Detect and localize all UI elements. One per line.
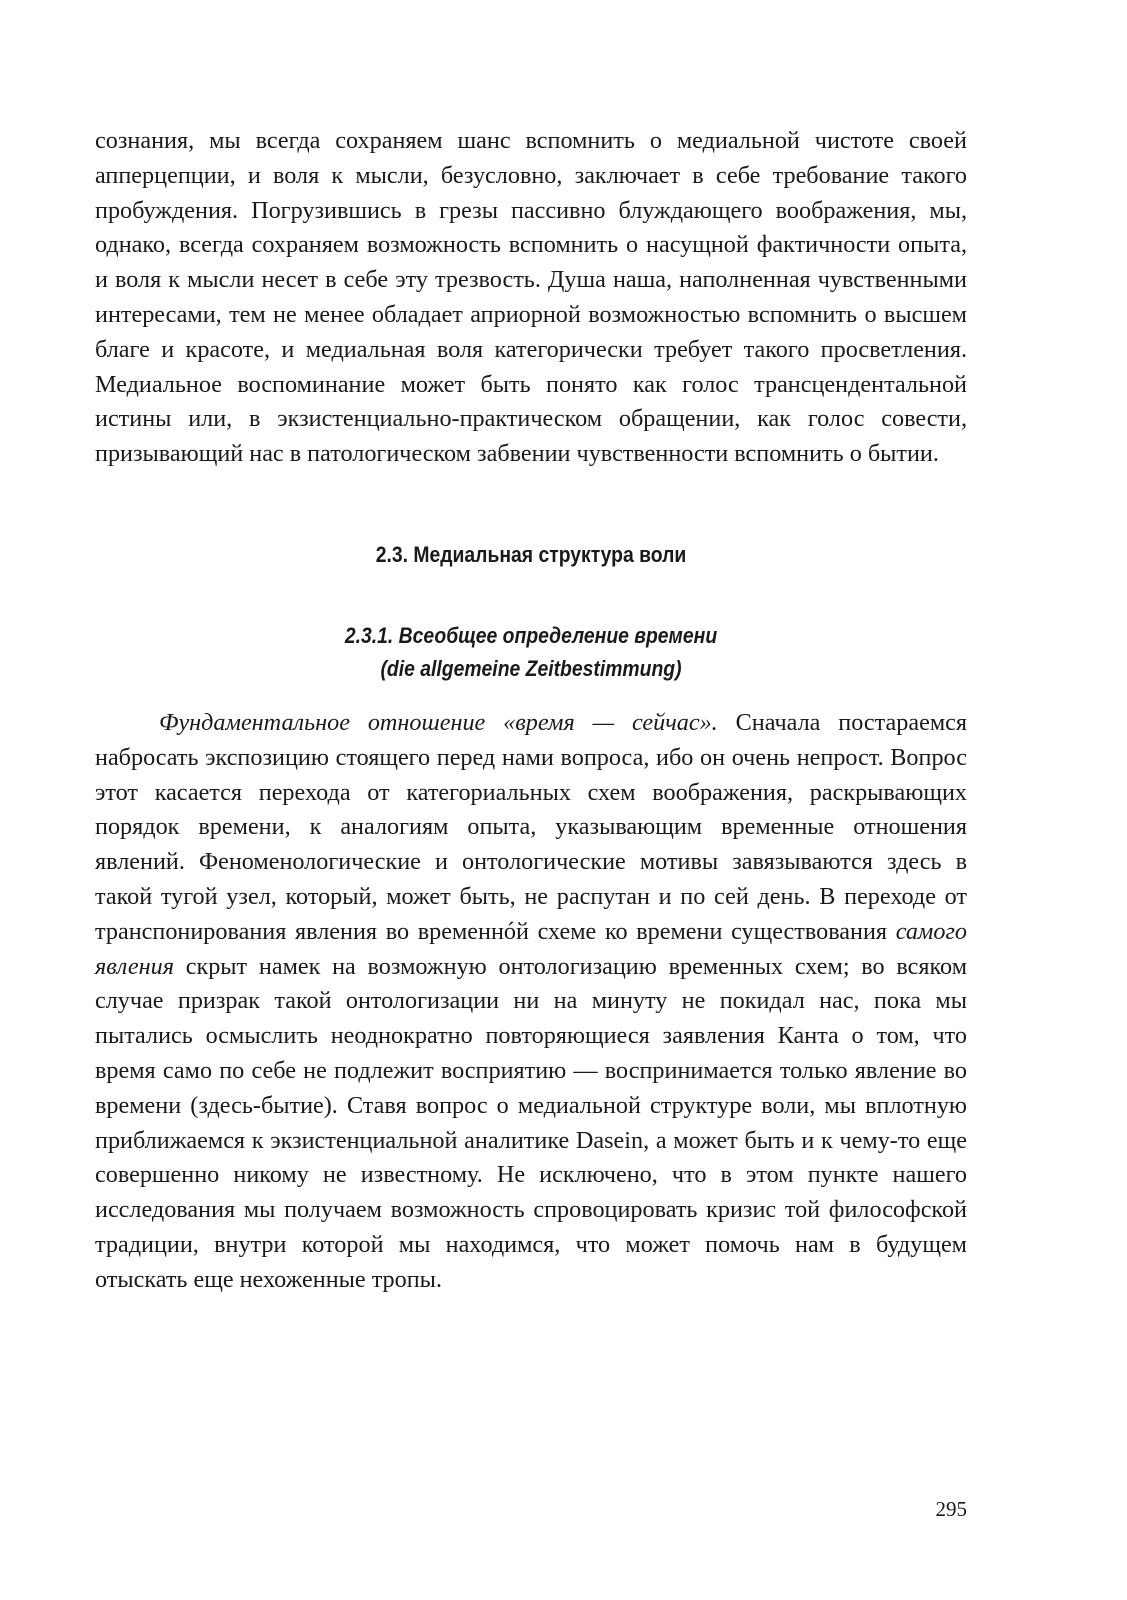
- paragraph-text-part-2: скрыт намек на возможную онтологизацию временных схем; во всяком случае призрак такой онтологизации ни на минуту не покидал нас, пока мы пытались осмыслить неоднократно повторяющиеся заявления Канта о том, что время само по себе не подлежит восприятию — воспринимается только явление во времени (здесь-бытие). Ставя вопрос о медиальной структуре воли, мы вплотную приближаемся к экзистенциальной аналитике Dasein, а может быть и к чему-то еще совершенно никому не известному. Не исключено, что в этом пункте нашего исследования мы получаем возможность спровоцировать кризис той философской традиции, внутри которой мы находимся, что может помочь нам в будущем отыскать еще нехоженные тропы.: [95, 952, 967, 1293]
- subsection-heading: [156, 619, 906, 685]
- paragraph-lead-italic: Фундаментальное отношение «время — сейчас».: [159, 709, 718, 736]
- paragraph-text: сознания, мы всегда сохраняем шанс вспомнить о медиальной чистоте своей апперцепции, и воля к мысли, безусловно, заключает в себе требование такого пробуждения. Погрузившись в грезы пассивно блуждающего воображения, мы, однако, всегда сохраняем возможность вспомнить о насущной фактичности опыта, и воля к мысли несет в себе эту трезвость. Душа наша, наполненная чувственными интересами, тем не менее обладает априорной возможностью вспомнить о высшем благе и красоте, и медиальная воля категорически требует такого просветления. Медиальное воспоминание может быть понято как голос трансцендентальной истины или, в экзистенциально-практическом обращении, как голос совести, призывающий нас в патологическом забвении чувственности вспомнить о бытии.: [95, 127, 967, 468]
- subsection-heading-line-1: 2.3.1. Всеобщее определение времени: [344, 623, 718, 648]
- subsection-heading-line-2: (die allgemeine Zeitbestimmung): [380, 656, 682, 681]
- paragraph-inline-italic: самого явления: [95, 917, 967, 980]
- section-heading: 2.3. Медиальная структура воли: [375, 542, 687, 567]
- paragraph-text: [95, 706, 967, 1298]
- page-number: 295: [935, 1497, 967, 1521]
- paragraph-continued: [95, 124, 967, 472]
- paragraph-text-part-1: Сначала постараемся набросать экспозицию стоящего перед нами вопроса, ибо он очень непрост. Вопрос этот касается перехода от категориальных схем воображения, раскрывающих порядок времени, к аналогиям опыта, указывающим временные отношения явлений. Феноменологические и онтологические мотивы завязываются здесь в такой тугой узел, который, может быть, не распутан и по сей день. В переходе от транспонирования явления во временнóй схеме ко времени существования: [95, 709, 967, 945]
- paragraph-main: [95, 706, 967, 1298]
